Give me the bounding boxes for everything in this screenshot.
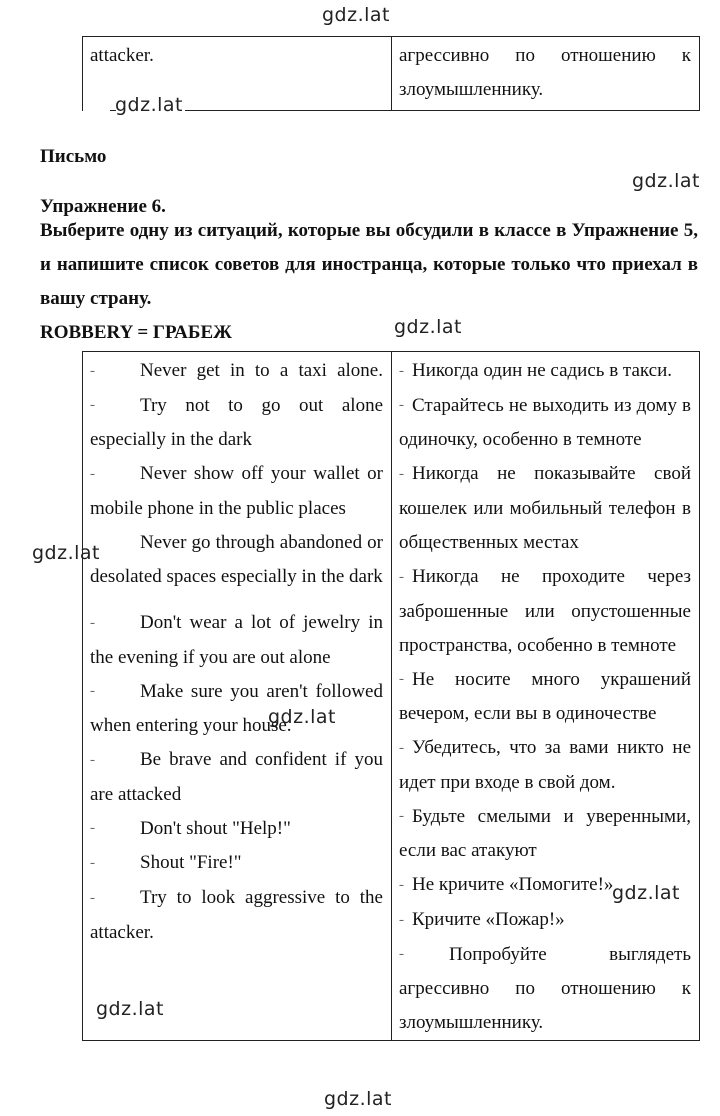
watermark-bottom: gdz.lat: [324, 1088, 393, 1110]
tip-ru-1: – Никогда один не садись в такси.: [399, 360, 672, 381]
top-table-right-cell: [392, 37, 700, 111]
watermark-top: gdz.lat: [322, 4, 391, 26]
tip-ru-2: – Старайтесь не выходить из дому в одиночку, особенно в темноте: [399, 394, 691, 451]
watermark-mid: gdz.lat: [394, 316, 463, 338]
tip-en-7: – Be brave and confident if you are attacked: [90, 749, 383, 805]
tip-ru-10: – Попробуйте выглядеть агрессивно по отношению к злоумышленнику.: [399, 943, 691, 1034]
tips-table: [82, 351, 700, 1041]
tip-en-4: Never go through abandoned or desolated spaces especially in the dark: [90, 531, 383, 587]
tip-en-10: – Try to look aggressive to the attacker.: [90, 887, 383, 943]
tip-ru-9: – Кричите «Пожар!»: [399, 909, 565, 931]
top-table-bottom-line-right: [185, 110, 391, 111]
topic-title: ROBBERY = ГРАБЕЖ: [40, 322, 232, 343]
exercise-title: Упражнение 6.: [40, 196, 166, 217]
tip-en-9: – Shout "Fire!": [90, 852, 242, 874]
watermark-left: gdz.lat: [32, 542, 101, 564]
watermark-right: gdz.lat: [632, 170, 701, 192]
top-table: [82, 36, 700, 111]
tip-en-2: – Try not to go out alone especially in the dark: [90, 394, 383, 451]
tip-ru-6: – Убедитесь, что за вами никто не идет при входе в свой дом.: [399, 737, 691, 793]
top-table-bottom-line-left: [110, 110, 116, 111]
tip-en-5: – Don't wear a lot of jewelry in the evening if you are out alone: [90, 611, 383, 668]
section-title: Письмо: [40, 146, 107, 167]
tip-ru-4: – Никогда не проходите через заброшенные или опустошенные пространства, особенно в темноте: [399, 565, 691, 656]
task-text: Выберите одну из ситуаций, которые вы обсудили в классе в Упражнение 5, и напишите список советов для иностранца, которые только что приехал в вашу страну.: [40, 220, 698, 309]
tip-en-3: – Never show off your wallet or mobile phone in the public places: [90, 463, 383, 519]
tip-ru-8: – Не кричите «Помогите!»: [399, 874, 614, 896]
top-table-left-text: attacker.: [90, 45, 154, 66]
tip-en-8: – Don't shout "Help!": [90, 817, 291, 839]
top-table-right-text: агрессивно по отношению к злоумышленнику.: [399, 45, 691, 100]
tip-en-1: – Never get in to a taxi alone.: [90, 360, 383, 381]
watermark-right-low: gdz.lat: [612, 882, 681, 904]
top-table-left-cell: [83, 37, 392, 111]
watermark-left-low: gdz.lat: [96, 998, 165, 1020]
tips-en-cell: [83, 352, 392, 1041]
tip-ru-3: – Никогда не показывайте свой кошелек или мобильный телефон в общественных местах: [399, 463, 691, 553]
watermark-top-table: gdz.lat: [115, 94, 184, 116]
tip-en-6: – Make sure you aren't followed when entering your house.: [90, 680, 383, 737]
watermark-center: gdz.lat: [268, 706, 337, 728]
tip-ru-7: – Будьте смелыми и уверенными, если вас атакуют: [399, 805, 691, 862]
tip-ru-5: – Не носите много украшений вечером, если вы в одиночестве: [399, 668, 691, 725]
tips-ru-cell: [392, 352, 700, 1041]
